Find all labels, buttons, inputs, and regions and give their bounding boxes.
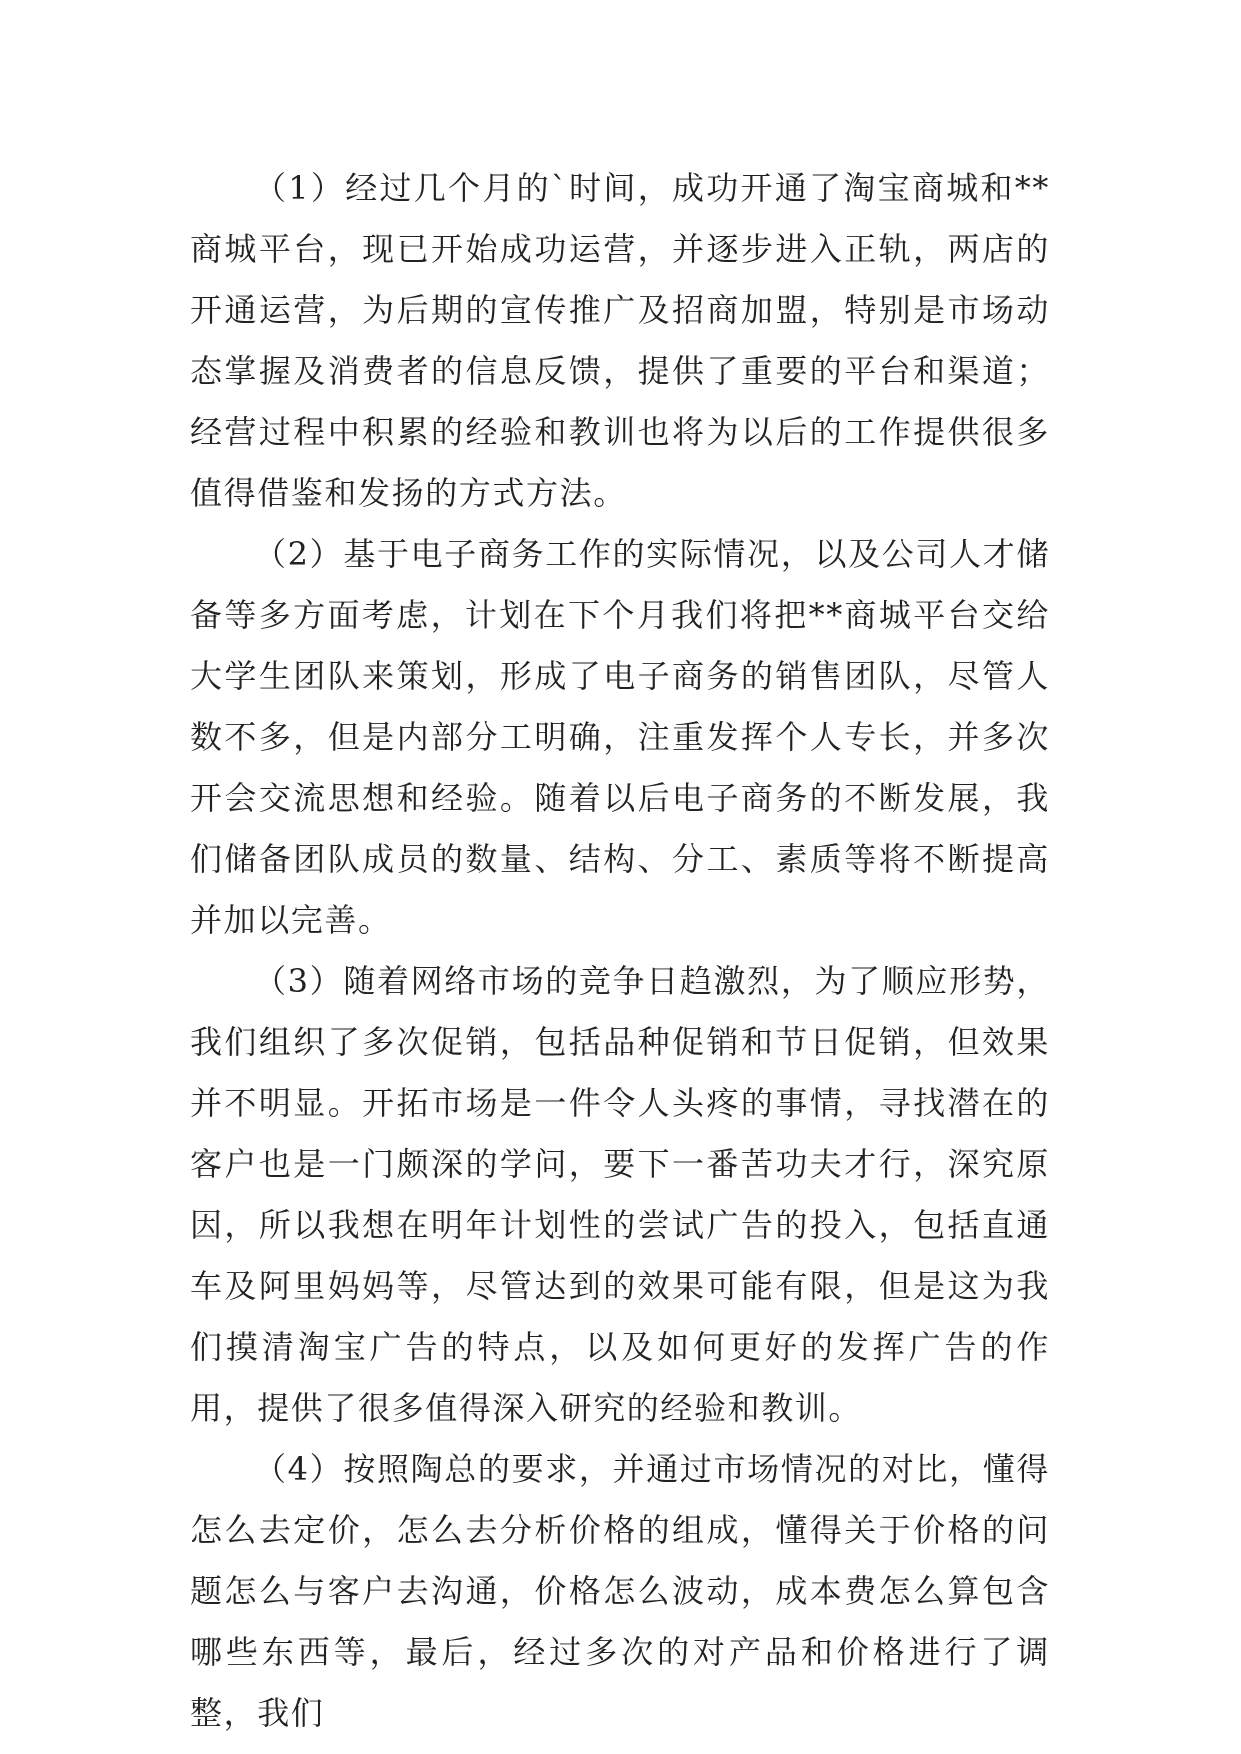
paragraph-1: （1）经过几个月的`时间，成功开通了淘宝商城和**商城平台，现已开始成功运营，并逐步进入正轨，两店的开通运营，为后期的宣传推广及招商加盟，特别是市场动态掌握及消费者的信息反馈，提供了重要的平台和渠道；经营过程中积累的经验和教训也将为以后的工作提供很多值得借鉴和发扬的方式方法。	[190, 169, 1050, 512]
document-body	[190, 158, 1050, 1744]
paragraph-3: （3）随着网络市场的竞争日趋激烈，为了顺应形势，我们组织了多次促销，包括品种促销和节日促销，但效果并不明显。开拓市场是一件令人头疼的事情，寻找潜在的客户也是一门颇深的学问，要下一番苦功夫才行，深究原因，所以我想在明年计划性的尝试广告的投入，包括直通车及阿里妈妈等，尽管达到的效果可能有限，但是这为我们摸清淘宝广告的特点，以及如何更好的发挥广告的作用，提供了很多值得深入研究的经验和教训。	[190, 962, 1050, 1427]
paragraph-2: （2）基于电子商务工作的实际情况，以及公司人才储备等多方面考虑，计划在下个月我们将把**商城平台交给大学生团队来策划，形成了电子商务的销售团队，尽管人数不多，但是内部分工明确，注重发挥个人专长，并多次开会交流思想和经验。随着以后电子商务的不断发展，我们储备团队成员的数量、结构、分工、素质等将不断提高并加以完善。	[190, 535, 1050, 939]
paragraph-4: （4）按照陶总的要求，并通过市场情况的对比，懂得怎么去定价，怎么去分析价格的组成，懂得关于价格的问题怎么与客户去沟通，价格怎么波动，成本费怎么算包含哪些东西等，最后，经过多次的对产品和价格进行了调整，我们	[190, 1450, 1050, 1732]
